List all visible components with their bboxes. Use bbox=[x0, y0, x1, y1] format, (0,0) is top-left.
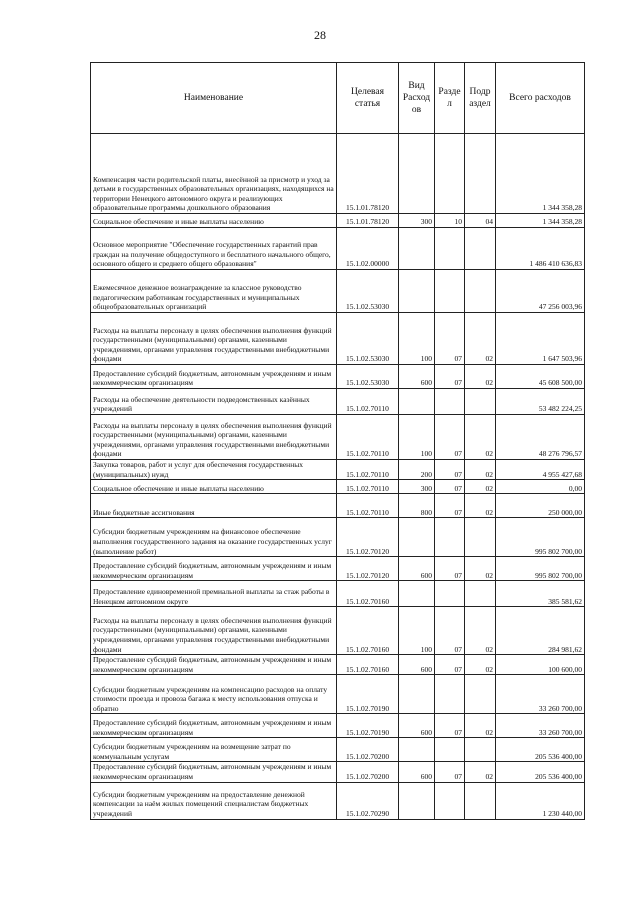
table-row bbox=[91, 494, 585, 518]
row-type-cell bbox=[399, 675, 435, 714]
row-total-cell: 385 581,62 bbox=[496, 581, 585, 607]
row-subsection-cell bbox=[465, 389, 496, 415]
row-subsection-cell bbox=[465, 738, 496, 762]
row-name-cell: Иные бюджетные ассигнования bbox=[91, 494, 337, 518]
row-total-cell: 47 256 003,96 bbox=[496, 270, 585, 313]
row-type-cell: 300 bbox=[399, 480, 435, 494]
row-subsection-cell bbox=[465, 270, 496, 313]
row-target-cell: 15.1.02.53030 bbox=[337, 365, 399, 389]
row-subsection-cell: 02 bbox=[465, 714, 496, 738]
row-type-cell: 100 bbox=[399, 415, 435, 460]
row-section-cell bbox=[435, 782, 465, 819]
table-row bbox=[91, 389, 585, 415]
row-type-cell: 100 bbox=[399, 313, 435, 365]
row-section-cell: 07 bbox=[435, 494, 465, 518]
row-type-cell: 600 bbox=[399, 655, 435, 675]
row-section-cell: 07 bbox=[435, 460, 465, 480]
row-name-cell: Субсидии бюджетным учреждениям на предоставление денежной компенсации за наём жилых помещений специалистам бюджетных учреждений bbox=[91, 782, 337, 819]
row-section-cell bbox=[435, 134, 465, 214]
row-section-cell: 07 bbox=[435, 365, 465, 389]
row-total-cell: 205 536 400,00 bbox=[496, 762, 585, 782]
row-type-cell: 600 bbox=[399, 762, 435, 782]
header-section: Разде л bbox=[435, 63, 465, 134]
row-name-cell: Компенсация части родительской платы, внесённой за присмотр и уход за детьми в государственных образовательных организациях, находящихся на территории Ненецкого автономного округа и реализующих образовательные программы дошкольного образования bbox=[91, 134, 337, 214]
row-name-cell: Предоставление субсидий бюджетным, автономным учреждениям и иным некоммерческим организациям bbox=[91, 762, 337, 782]
row-section-cell: 07 bbox=[435, 557, 465, 581]
table-row bbox=[91, 782, 585, 819]
row-total-cell: 1 486 410 636,83 bbox=[496, 228, 585, 270]
row-type-cell: 600 bbox=[399, 365, 435, 389]
row-name-cell: Расходы на выплаты персоналу в целях обеспечения выполнения функций государственными (муниципальными) органами, казенными учреждениями, органами управления государственными внебюджетными фондами bbox=[91, 313, 337, 365]
row-total-cell: 53 482 224,25 bbox=[496, 389, 585, 415]
row-section-cell: 07 bbox=[435, 607, 465, 655]
row-type-cell bbox=[399, 782, 435, 819]
row-total-cell: 1 344 358,28 bbox=[496, 214, 585, 228]
row-total-cell: 284 981,62 bbox=[496, 607, 585, 655]
row-section-cell: 07 bbox=[435, 313, 465, 365]
table-row bbox=[91, 134, 585, 214]
row-total-cell: 100 600,00 bbox=[496, 655, 585, 675]
row-type-cell bbox=[399, 134, 435, 214]
row-target-cell: 15.1.02.70110 bbox=[337, 480, 399, 494]
header-total-expenses: Всего расходов bbox=[496, 63, 585, 134]
row-total-cell: 1 647 503,96 bbox=[496, 313, 585, 365]
row-subsection-cell: 02 bbox=[465, 607, 496, 655]
row-target-cell: 15.1.02.00000 bbox=[337, 228, 399, 270]
row-subsection-cell bbox=[465, 782, 496, 819]
row-name-cell: Закупка товаров, работ и услуг для обеспечения государственных (муниципальных) нужд bbox=[91, 460, 337, 480]
row-type-cell: 100 bbox=[399, 607, 435, 655]
header-name: Наименование bbox=[91, 63, 337, 134]
row-type-cell: 600 bbox=[399, 714, 435, 738]
page-number: 28 bbox=[314, 28, 326, 42]
row-total-cell: 33 260 700,00 bbox=[496, 675, 585, 714]
row-subsection-cell: 02 bbox=[465, 460, 496, 480]
row-subsection-cell: 02 bbox=[465, 655, 496, 675]
row-total-cell: 4 955 427,68 bbox=[496, 460, 585, 480]
row-target-cell: 15.1.02.70110 bbox=[337, 389, 399, 415]
row-section-cell bbox=[435, 389, 465, 415]
row-total-cell: 0,00 bbox=[496, 480, 585, 494]
row-name-cell: Предоставление субсидий бюджетным, автономным учреждениям и иным некоммерческим организациям bbox=[91, 655, 337, 675]
row-type-cell: 300 bbox=[399, 214, 435, 228]
row-subsection-cell bbox=[465, 134, 496, 214]
row-section-cell: 07 bbox=[435, 762, 465, 782]
header-target-article: Целевая статья bbox=[337, 63, 399, 134]
row-type-cell bbox=[399, 228, 435, 270]
row-type-cell: 200 bbox=[399, 460, 435, 480]
row-subsection-cell: 02 bbox=[465, 415, 496, 460]
row-type-cell: 800 bbox=[399, 494, 435, 518]
row-subsection-cell: 02 bbox=[465, 494, 496, 518]
table-header-row bbox=[91, 63, 585, 134]
table-row bbox=[91, 714, 585, 738]
row-target-cell: 15.1.02.53030 bbox=[337, 313, 399, 365]
row-name-cell: Расходы на выплаты персоналу в целях обеспечения выполнения функций государственными (муниципальными) органами, казенными учреждениями, органами управления государственными внебюджетными фондами bbox=[91, 607, 337, 655]
table-row bbox=[91, 313, 585, 365]
row-target-cell: 15.1.02.53030 bbox=[337, 270, 399, 313]
row-target-cell: 15.1.02.70190 bbox=[337, 675, 399, 714]
row-section-cell: 07 bbox=[435, 655, 465, 675]
row-total-cell: 250 000,00 bbox=[496, 494, 585, 518]
row-total-cell: 205 536 400,00 bbox=[496, 738, 585, 762]
table-row bbox=[91, 675, 585, 714]
table-row bbox=[91, 270, 585, 313]
row-target-cell: 15.1.01.78120 bbox=[337, 134, 399, 214]
row-section-cell bbox=[435, 738, 465, 762]
row-name-cell: Социальное обеспечение и иные выплаты населению bbox=[91, 480, 337, 494]
row-subsection-cell: 02 bbox=[465, 762, 496, 782]
row-type-cell: 600 bbox=[399, 557, 435, 581]
row-subsection-cell bbox=[465, 518, 496, 557]
row-name-cell: Субсидии бюджетным учреждениям на возмещение затрат по коммунальным услугам bbox=[91, 738, 337, 762]
row-subsection-cell: 02 bbox=[465, 365, 496, 389]
row-name-cell: Субсидии бюджетным учреждениям на компенсацию расходов на оплату стоимости проезда и провоза багажа к месту использования отпуска и обратно bbox=[91, 675, 337, 714]
row-section-cell bbox=[435, 675, 465, 714]
header-expense-type: Вид Расход ов bbox=[399, 63, 435, 134]
row-subsection-cell: 02 bbox=[465, 557, 496, 581]
row-subsection-cell bbox=[465, 581, 496, 607]
row-target-cell: 15.1.02.70120 bbox=[337, 557, 399, 581]
row-name-cell: Предоставление субсидий бюджетным, автономным учреждениям и иным некоммерческим организациям bbox=[91, 714, 337, 738]
row-name-cell: Расходы на выплаты персоналу в целях обеспечения выполнения функций государственными (муниципальными) органами, казенными учреждениями, органами управления государственными внебюджетными фондами bbox=[91, 415, 337, 460]
table-row bbox=[91, 415, 585, 460]
row-target-cell: 15.1.02.70200 bbox=[337, 762, 399, 782]
table-row bbox=[91, 228, 585, 270]
row-section-cell bbox=[435, 581, 465, 607]
row-section-cell: 07 bbox=[435, 480, 465, 494]
row-target-cell: 15.1.02.70160 bbox=[337, 607, 399, 655]
row-name-cell: Расходы на обеспечение деятельности подведомственных казённых учреждений bbox=[91, 389, 337, 415]
row-target-cell: 15.1.02.70110 bbox=[337, 494, 399, 518]
row-section-cell: 07 bbox=[435, 415, 465, 460]
row-name-cell: Предоставление субсидий бюджетным, автономным учреждениям и иным некоммерческим организациям bbox=[91, 557, 337, 581]
row-target-cell: 15.1.02.70120 bbox=[337, 518, 399, 557]
row-section-cell bbox=[435, 228, 465, 270]
row-total-cell: 1 230 440,00 bbox=[496, 782, 585, 819]
row-total-cell: 995 802 700,00 bbox=[496, 557, 585, 581]
row-type-cell bbox=[399, 270, 435, 313]
table-row bbox=[91, 762, 585, 782]
budget-expenditure-table bbox=[90, 62, 585, 820]
table-row bbox=[91, 365, 585, 389]
table-row bbox=[91, 518, 585, 557]
row-type-cell bbox=[399, 518, 435, 557]
row-total-cell: 995 802 700,00 bbox=[496, 518, 585, 557]
table-row bbox=[91, 214, 585, 228]
row-subsection-cell: 04 bbox=[465, 214, 496, 228]
row-subsection-cell: 02 bbox=[465, 480, 496, 494]
row-total-cell: 1 344 358,28 bbox=[496, 134, 585, 214]
row-total-cell: 33 260 700,00 bbox=[496, 714, 585, 738]
row-name-cell: Основное мероприятие "Обеспечение государственных гарантий прав граждан на получение общедоступного и бесплатного начального общего, основного общего и среднего общего образования" bbox=[91, 228, 337, 270]
row-section-cell: 07 bbox=[435, 714, 465, 738]
row-target-cell: 15.1.02.70110 bbox=[337, 460, 399, 480]
row-target-cell: 15.1.02.70290 bbox=[337, 782, 399, 819]
row-total-cell: 48 276 796,57 bbox=[496, 415, 585, 460]
row-name-cell: Субсидии бюджетным учреждениям на финансовое обеспечение выполнения государственного задания на оказание государственных услуг (выполнение работ) bbox=[91, 518, 337, 557]
table-row bbox=[91, 460, 585, 480]
table-row bbox=[91, 607, 585, 655]
row-name-cell: Предоставление единовременной премиальной выплаты за стаж работы в Ненецком автономном округе bbox=[91, 581, 337, 607]
row-target-cell: 15.1.02.70190 bbox=[337, 714, 399, 738]
row-target-cell: 15.1.02.70160 bbox=[337, 655, 399, 675]
row-type-cell bbox=[399, 389, 435, 415]
table-row bbox=[91, 557, 585, 581]
row-section-cell bbox=[435, 270, 465, 313]
table-row bbox=[91, 581, 585, 607]
row-subsection-cell bbox=[465, 675, 496, 714]
row-target-cell: 15.1.01.78120 bbox=[337, 214, 399, 228]
row-name-cell: Предоставление субсидий бюджетным, автономным учреждениям и иным некоммерческим организациям bbox=[91, 365, 337, 389]
table-row bbox=[91, 655, 585, 675]
row-target-cell: 15.1.02.70160 bbox=[337, 581, 399, 607]
row-type-cell bbox=[399, 738, 435, 762]
row-type-cell bbox=[399, 581, 435, 607]
row-section-cell bbox=[435, 518, 465, 557]
row-section-cell: 10 bbox=[435, 214, 465, 228]
table-row bbox=[91, 738, 585, 762]
row-target-cell: 15.1.02.70200 bbox=[337, 738, 399, 762]
row-target-cell: 15.1.02.70110 bbox=[337, 415, 399, 460]
row-subsection-cell: 02 bbox=[465, 313, 496, 365]
row-total-cell: 45 608 500,00 bbox=[496, 365, 585, 389]
table-row bbox=[91, 480, 585, 494]
row-name-cell: Ежемесячное денежное вознаграждение за классное руководство педагогическим работникам государственных и муниципальных общеобразовательных организаций bbox=[91, 270, 337, 313]
header-subsection: Подр аздел bbox=[465, 63, 496, 134]
row-name-cell: Социальное обеспечение и иные выплаты населению bbox=[91, 214, 337, 228]
row-subsection-cell bbox=[465, 228, 496, 270]
